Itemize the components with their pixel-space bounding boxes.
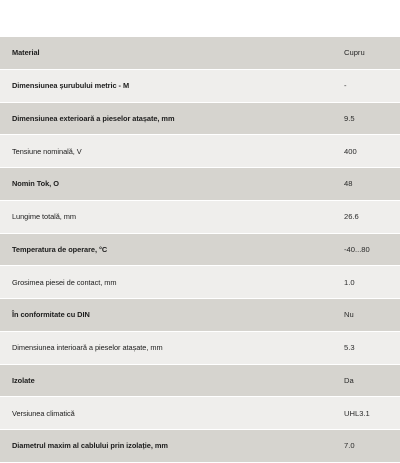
- spec-value: Nu: [344, 310, 354, 320]
- spec-row-outer-size: [0, 103, 400, 136]
- spec-row-inner-size: [0, 332, 400, 365]
- spec-value: 5.3: [344, 343, 355, 353]
- spec-value: 26.6: [344, 212, 359, 222]
- spec-label: Izolate: [12, 375, 35, 385]
- spec-row-cable-diameter: [0, 430, 400, 463]
- spec-label: Temperatura de operare, °C: [12, 244, 108, 254]
- spec-value: UHL3.1: [344, 408, 370, 418]
- spec-value: -: [344, 81, 347, 91]
- spec-value: Cupru: [344, 48, 365, 58]
- spec-value: 7.0: [344, 441, 355, 451]
- spec-label: Dimensiunea exterioară a pieselor atașate, mm: [12, 113, 175, 123]
- spec-row-contact-thickness: [0, 266, 400, 299]
- spec-row-insulated: [0, 365, 400, 398]
- spec-row-screw-size: [0, 70, 400, 103]
- spec-label: În conformitate cu DIN: [12, 310, 90, 320]
- spec-value: 48: [344, 179, 353, 189]
- spec-row-voltage: [0, 135, 400, 168]
- spec-table: [0, 37, 400, 463]
- spec-value: Da: [344, 375, 354, 385]
- spec-value: 400: [344, 146, 357, 156]
- spec-label: Lungime totală, mm: [12, 212, 77, 222]
- spec-label: Diametrul maxim al cablului prin izolație, mm: [12, 441, 168, 451]
- spec-label: Versiunea climatică: [12, 408, 75, 418]
- spec-label: Grosimea piesei de contact, mm: [12, 277, 117, 287]
- spec-value: 1.0: [344, 277, 355, 287]
- spec-row-length: [0, 201, 400, 234]
- spec-label: Nomin Tok, O: [12, 179, 59, 189]
- spec-row-climatic-version: [0, 397, 400, 430]
- spec-label: Tensiune nominală, V: [12, 146, 82, 156]
- spec-row-material: [0, 37, 400, 70]
- spec-row-temperature: [0, 234, 400, 267]
- spec-row-din: [0, 299, 400, 332]
- spec-value: -40...80: [344, 244, 370, 254]
- spec-label: Material: [12, 48, 40, 58]
- spec-label: Dimensiunea interioară a pieselor atașate, mm: [12, 343, 163, 353]
- spec-label: Dimensiunea șurubului metric - M: [12, 81, 130, 91]
- spec-value: 9.5: [344, 113, 355, 123]
- spec-row-current: [0, 168, 400, 201]
